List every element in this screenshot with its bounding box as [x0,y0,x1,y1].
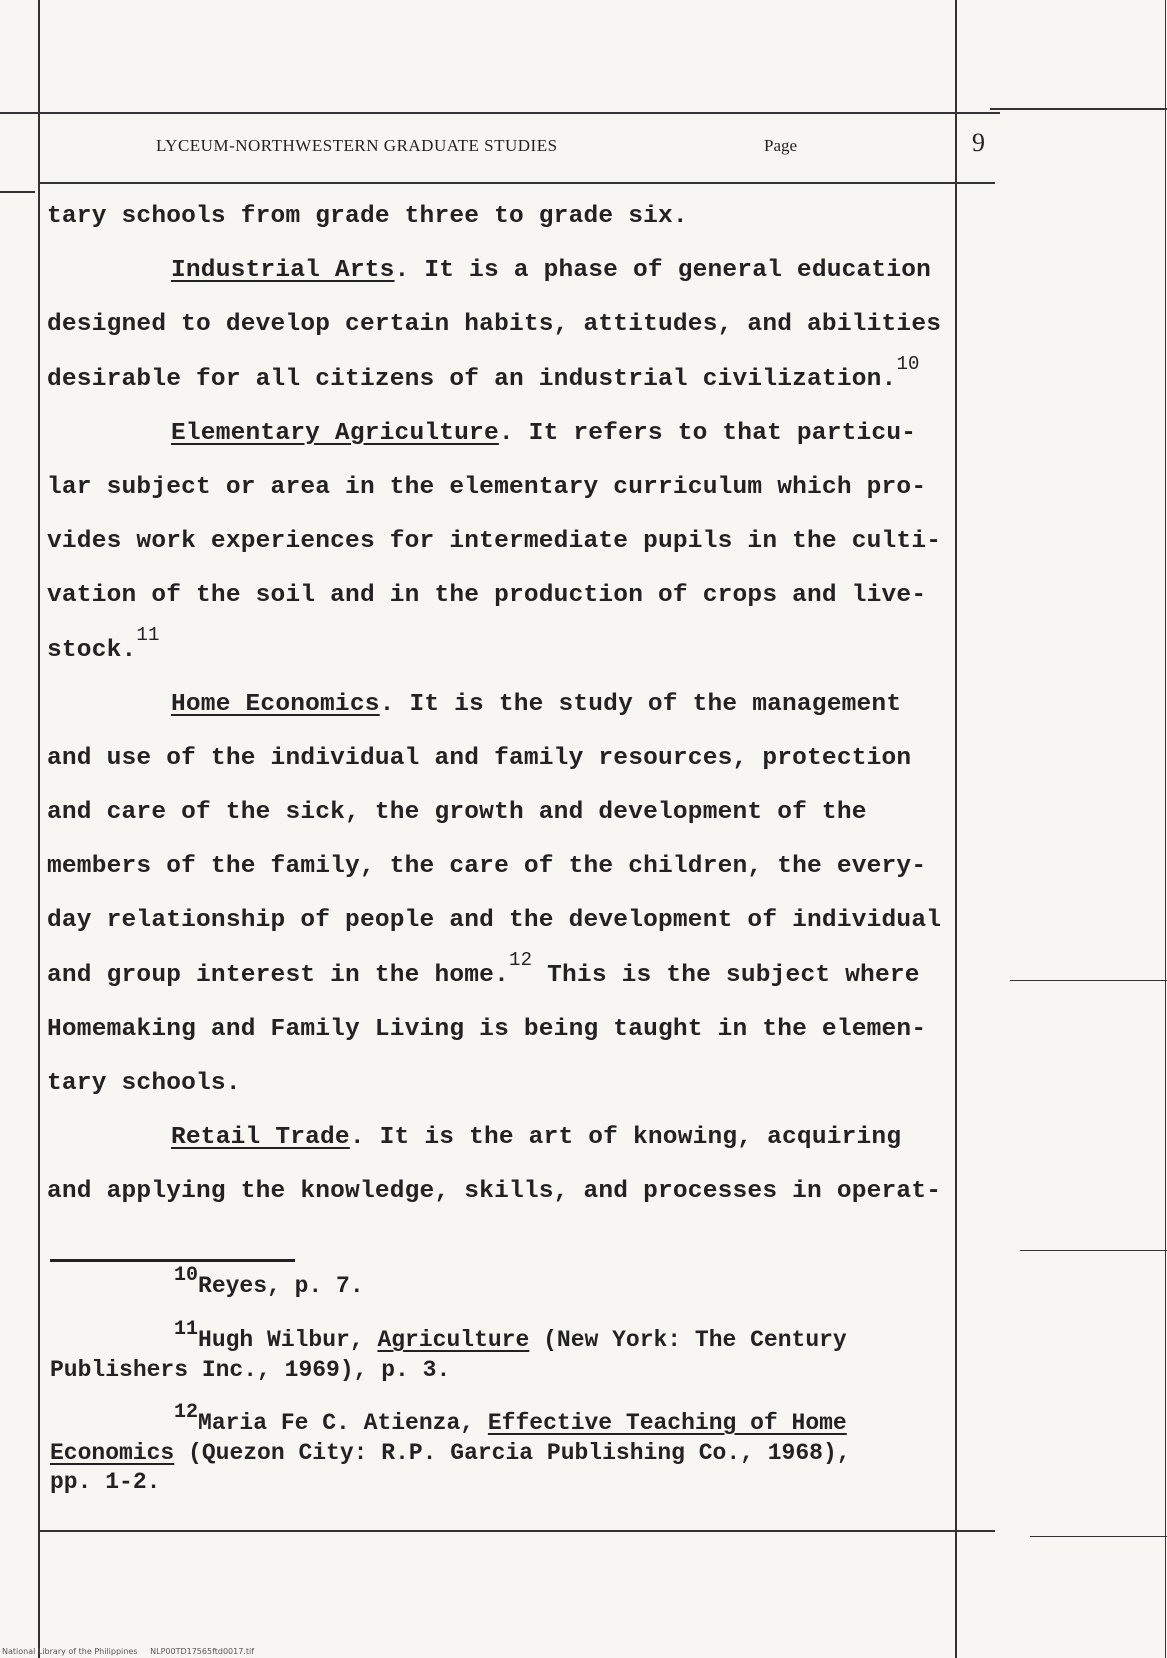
footnote-text: (New York: The Century [529,1327,847,1353]
text-span: This is the subject where [532,961,920,989]
footnote-ref-12: 12 [508,948,533,971]
text-line: Homemaking and Family Living is being taught in the elemen- [47,1015,927,1043]
frame-top-line [0,112,1000,114]
frame-left-line [38,0,40,1658]
header-title: LYCEUM-NORTHWESTERN GRADUATE STUDIES [156,136,558,155]
term-industrial-arts: Industrial Arts [171,257,395,285]
page-header [150,128,990,168]
text-line: lar subject or area in the elementary curriculum which pro- [47,473,927,501]
footnote-book-title: Effective Teaching of Home [487,1410,847,1436]
text-line [47,244,1007,298]
text-span: . It is the study of the management [379,690,902,718]
footnote-number: 10 [174,1264,199,1287]
text-line [47,678,1007,732]
footnote-text: Hugh Wilbur, [198,1327,378,1353]
text-line [47,407,1007,461]
term-retail-trade: Retail Trade [171,1124,350,1152]
footnote-ref-11: 11 [136,623,160,646]
text-span: . It refers to that particu- [498,419,917,447]
header-rule [40,182,995,184]
bottom-rule [40,1530,995,1532]
footnote-text: Reyes, p. 7. [198,1273,364,1299]
footnotes [50,1264,1010,1521]
footnote-number: 11 [174,1318,199,1341]
term-elementary-agriculture: Elementary Agriculture [171,419,499,447]
text-line [47,353,1007,407]
footnote-ref-10: 10 [896,352,920,375]
page-label: Page [764,136,798,155]
text-line [47,624,1007,678]
footnote-11 [50,1318,1010,1385]
text-line: tary schools. [47,1070,241,1097]
text-line: vides work experiences for intermediate pupils in the culti- [47,528,942,556]
text-line: vation of the soil and in the production of crops and live- [47,582,927,610]
text-line: and use of the individual and family resources, protection [47,744,912,772]
text-span: and group interest in the home. [47,961,509,989]
margin-mark-right-3 [1030,1536,1167,1537]
frame-top-line-right [990,108,1167,110]
frame-right-edge [1165,0,1166,1658]
footnote-text: pp. 1-2. [50,1469,161,1495]
footnote-book-title: Agriculture [377,1327,530,1353]
footnote-book-title: Economics [50,1440,175,1466]
margin-mark-left [0,191,35,193]
footnote-text: (Quezon City: R.P. Garcia Publishing Co., 1968), [174,1440,851,1466]
footnote-text: Maria Fe C. Atienza, [198,1410,488,1436]
footnote-12 [50,1401,1010,1497]
text-line [47,949,1007,1003]
text-line: day relationship of people and the development of individual [47,907,942,935]
body-text [47,190,1007,1220]
text-line: and care of the sick, the growth and development of the [47,799,867,827]
text-line [47,1111,1007,1165]
scan-caption: National Library of the Philippines NLP00TD17565ftd0017.tif [2,1647,255,1656]
page-number: 9 [972,128,985,157]
footnote-number: 12 [174,1401,199,1424]
term-home-economics: Home Economics [171,690,380,718]
footnote-text: Publishers Inc., 1969), p. 3. [50,1357,451,1383]
text-line: members of the family, the care of the children, the every- [47,853,927,881]
text-span: stock. [47,636,137,664]
footnote-separator [50,1259,295,1262]
text-span: . It is the art of knowing, acquiring [349,1124,902,1152]
footnote-10 [50,1264,1010,1302]
text-line: designed to develop certain habits, attitudes, and abilities [47,311,942,339]
text-line: and applying the knowledge, skills, and processes in operat- [47,1178,942,1206]
margin-mark-right-1 [1010,980,1167,981]
text-span: . It is a phase of general education [394,257,932,285]
text-span: desirable for all citizens of an industrial civilization. [47,365,897,393]
margin-mark-right-2 [1020,1250,1167,1251]
text-line: tary schools from grade three to grade six. [47,203,688,230]
